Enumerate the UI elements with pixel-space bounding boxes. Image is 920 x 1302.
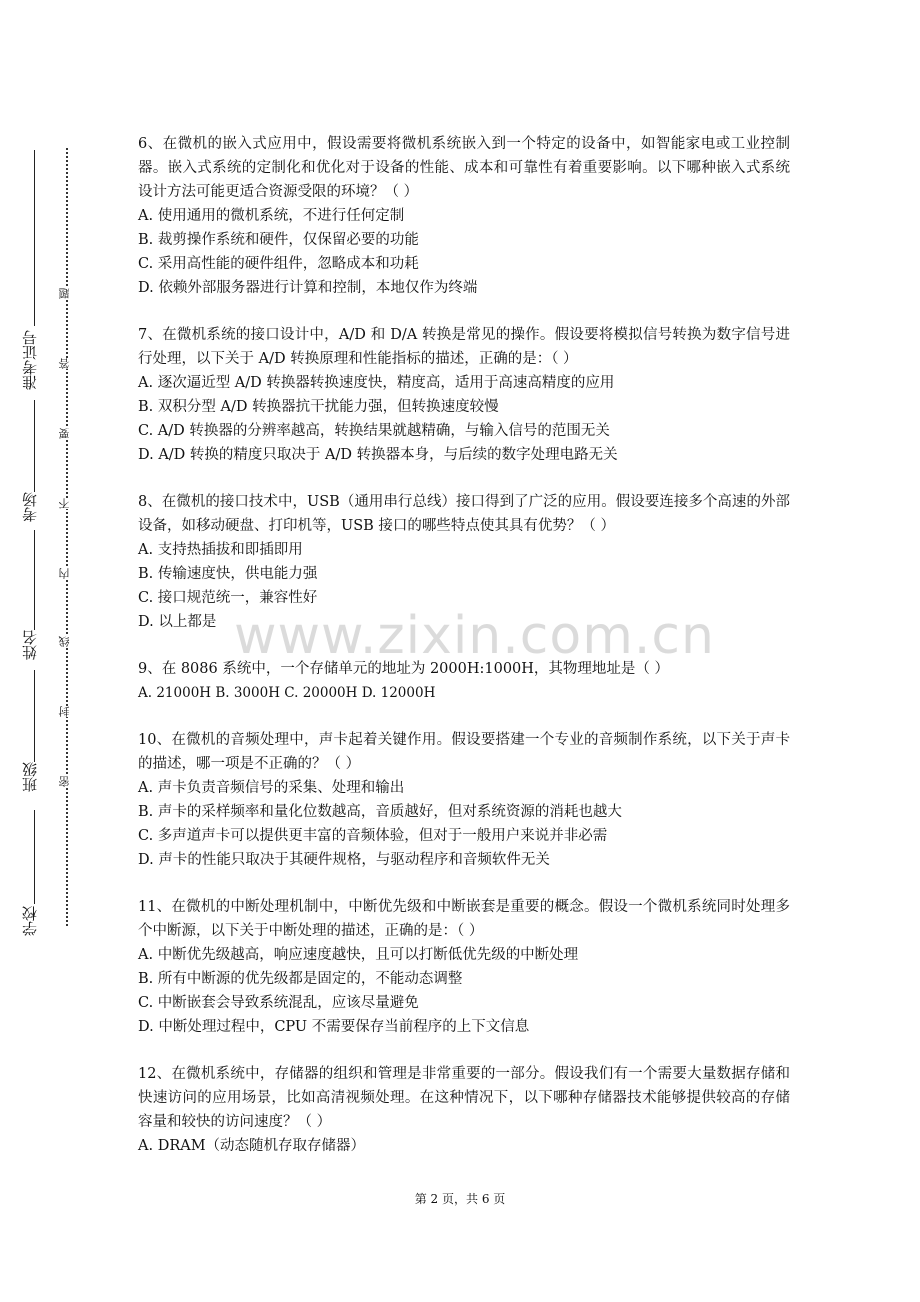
question-10: [138, 728, 790, 872]
school-field: [14, 810, 44, 950]
seal-char-xian: 线: [58, 636, 76, 647]
class-blank: [34, 670, 35, 762]
option-c: C. 多声道声卡可以提供更丰富的音频体验，但对于一般用户来说并非必需: [138, 828, 608, 844]
option-c: C. A/D 转换器的分辨率越高，转换结果就越精确，与输入信号的范围无关: [138, 423, 610, 439]
options-inline: A. 21000H B. 3000H C. 20000H D. 12000H: [138, 685, 436, 701]
option-b: B. 所有中断源的优先级都是固定的，不能动态调整: [138, 971, 463, 987]
question-stem: 12、在微机系统中，存储器的组织和管理是非常重要的一部分。假设我们有一个需要大量数据存储和快速访问的应用场景，比如高清视频处理。在这种情况下，以下哪种存储器技术能够提供较高的存储容量和较快的访问速度？（ ）: [138, 1066, 790, 1130]
question-11: [138, 895, 790, 1039]
option-c: C. 采用高性能的硬件组件，忽略成本和功耗: [138, 256, 419, 272]
option-d: D. A/D 转换的精度只取决于 A/D 转换器本身，与后续的数字处理电路无关: [138, 447, 618, 463]
seal-char-ti: 题: [58, 288, 76, 299]
option-a: A. 支持热插拔和即插即用: [138, 542, 303, 558]
exam-room-field: [14, 400, 44, 530]
seal-char-da: 答: [58, 358, 76, 369]
option-b: B. 传输速度快，供电能力强: [138, 566, 318, 582]
exam-room-label: 考场: [21, 492, 39, 522]
question-stem: 6、在微机的嵌入式应用中，假设需要将微机系统嵌入到一个特定的设备中，如智能家电或工业控制器。嵌入式系统的定制化和优化对于设备的性能、成本和可靠性有着重要影响。以下哪种嵌入式系统设计方法可能更适合资源受限的环境？（ ）: [138, 136, 790, 200]
seal-char-feng: 封: [58, 706, 76, 717]
question-stem: 11、在微机的中断处理机制中，中断优先级和中断嵌套是重要的概念。假设一个微机系统同时处理多个中断源，以下关于中断处理的描述，正确的是：（ ）: [138, 899, 790, 939]
watermark: www.zixin.com.cn: [234, 606, 715, 666]
exam-room-blank: [34, 400, 35, 492]
option-d: D. 以上都是: [138, 614, 217, 630]
option-c: C. 接口规范统一，兼容性好: [138, 590, 318, 606]
seal-char-bu: 不: [58, 498, 76, 509]
class-label: 班级: [21, 762, 39, 792]
option-b: B. 双积分型 A/D 转换器抗干扰能力强，但转换速度较慢: [138, 399, 499, 415]
option-a: A. 中断优先级越高，响应速度越快，且可以打断低优先级的中断处理: [138, 947, 579, 963]
page-footer: 第 2 页，共 6 页: [414, 1192, 506, 1206]
option-a: A. DRAM（动态随机存取存储器）: [138, 1138, 366, 1154]
option-a: A. 使用通用的微机系统，不进行任何定制: [138, 208, 405, 224]
seal-char-yao: 要: [58, 428, 76, 439]
question-7: [138, 323, 790, 467]
binding-info-strip: [14, 150, 44, 950]
option-a: A. 声卡负责音频信号的采集、处理和输出: [138, 780, 405, 796]
school-blank: [34, 810, 35, 904]
seal-char-nei: 内: [58, 568, 76, 579]
class-field: [14, 670, 44, 810]
question-stem: 8、在微机的接口技术中，USB（通用串行总线）接口得到了广泛的应用。假设要连接多个高速的外部设备，如移动硬盘、打印机等，USB 接口的哪些特点使其具有优势？（ ）: [138, 494, 790, 534]
exam-number-blank: [34, 150, 35, 326]
option-b: B. 裁剪操作系统和硬件，仅保留必要的功能: [138, 232, 419, 248]
name-field: [14, 530, 44, 670]
question-12: [138, 1062, 790, 1158]
option-d: D. 依赖外部服务器进行计算和控制，本地仅作为终端: [138, 280, 478, 296]
question-stem: 7、在微机系统的接口设计中，A/D 和 D/A 转换是常见的操作。假设要将模拟信号转换为数字信号进行处理，以下关于 A/D 转换原理和性能指标的描述，正确的是：（ ）: [138, 327, 790, 367]
option-c: C. 中断嵌套会导致系统混乱，应该尽量避免: [138, 995, 419, 1011]
question-stem: 9、在 8086 系统中，一个存储单元的地址为 2000H:1000H，其物理地址是（ ）: [138, 661, 670, 677]
question-stem: 10、在微机的音频处理中，声卡起着关键作用。假设要搭建一个专业的音频制作系统，以下关于声卡的描述，哪一项是不正确的？（ ）: [138, 732, 790, 772]
option-d: D. 中断处理过程中，CPU 不需要保存当前程序的上下文信息: [138, 1019, 530, 1035]
option-d: D. 声卡的性能只取决于其硬件规格，与驱动程序和音频软件无关: [138, 852, 550, 868]
name-blank: [34, 530, 35, 630]
school-label: 学校: [21, 906, 39, 936]
question-6: [138, 132, 790, 300]
option-b: B. 声卡的采样频率和量化位数越高，音质越好，但对系统资源的消耗也越大: [138, 804, 622, 820]
name-label: 姓名: [21, 630, 39, 660]
seal-dotted-line: [66, 148, 70, 926]
seal-char-mi: 密: [58, 776, 76, 787]
option-a: A. 逐次逼近型 A/D 转换器转换速度快，精度高，适用于高速高精度的应用: [138, 375, 615, 391]
exam-number-field: [14, 150, 44, 400]
exam-number-label: 准考证号: [21, 330, 39, 390]
